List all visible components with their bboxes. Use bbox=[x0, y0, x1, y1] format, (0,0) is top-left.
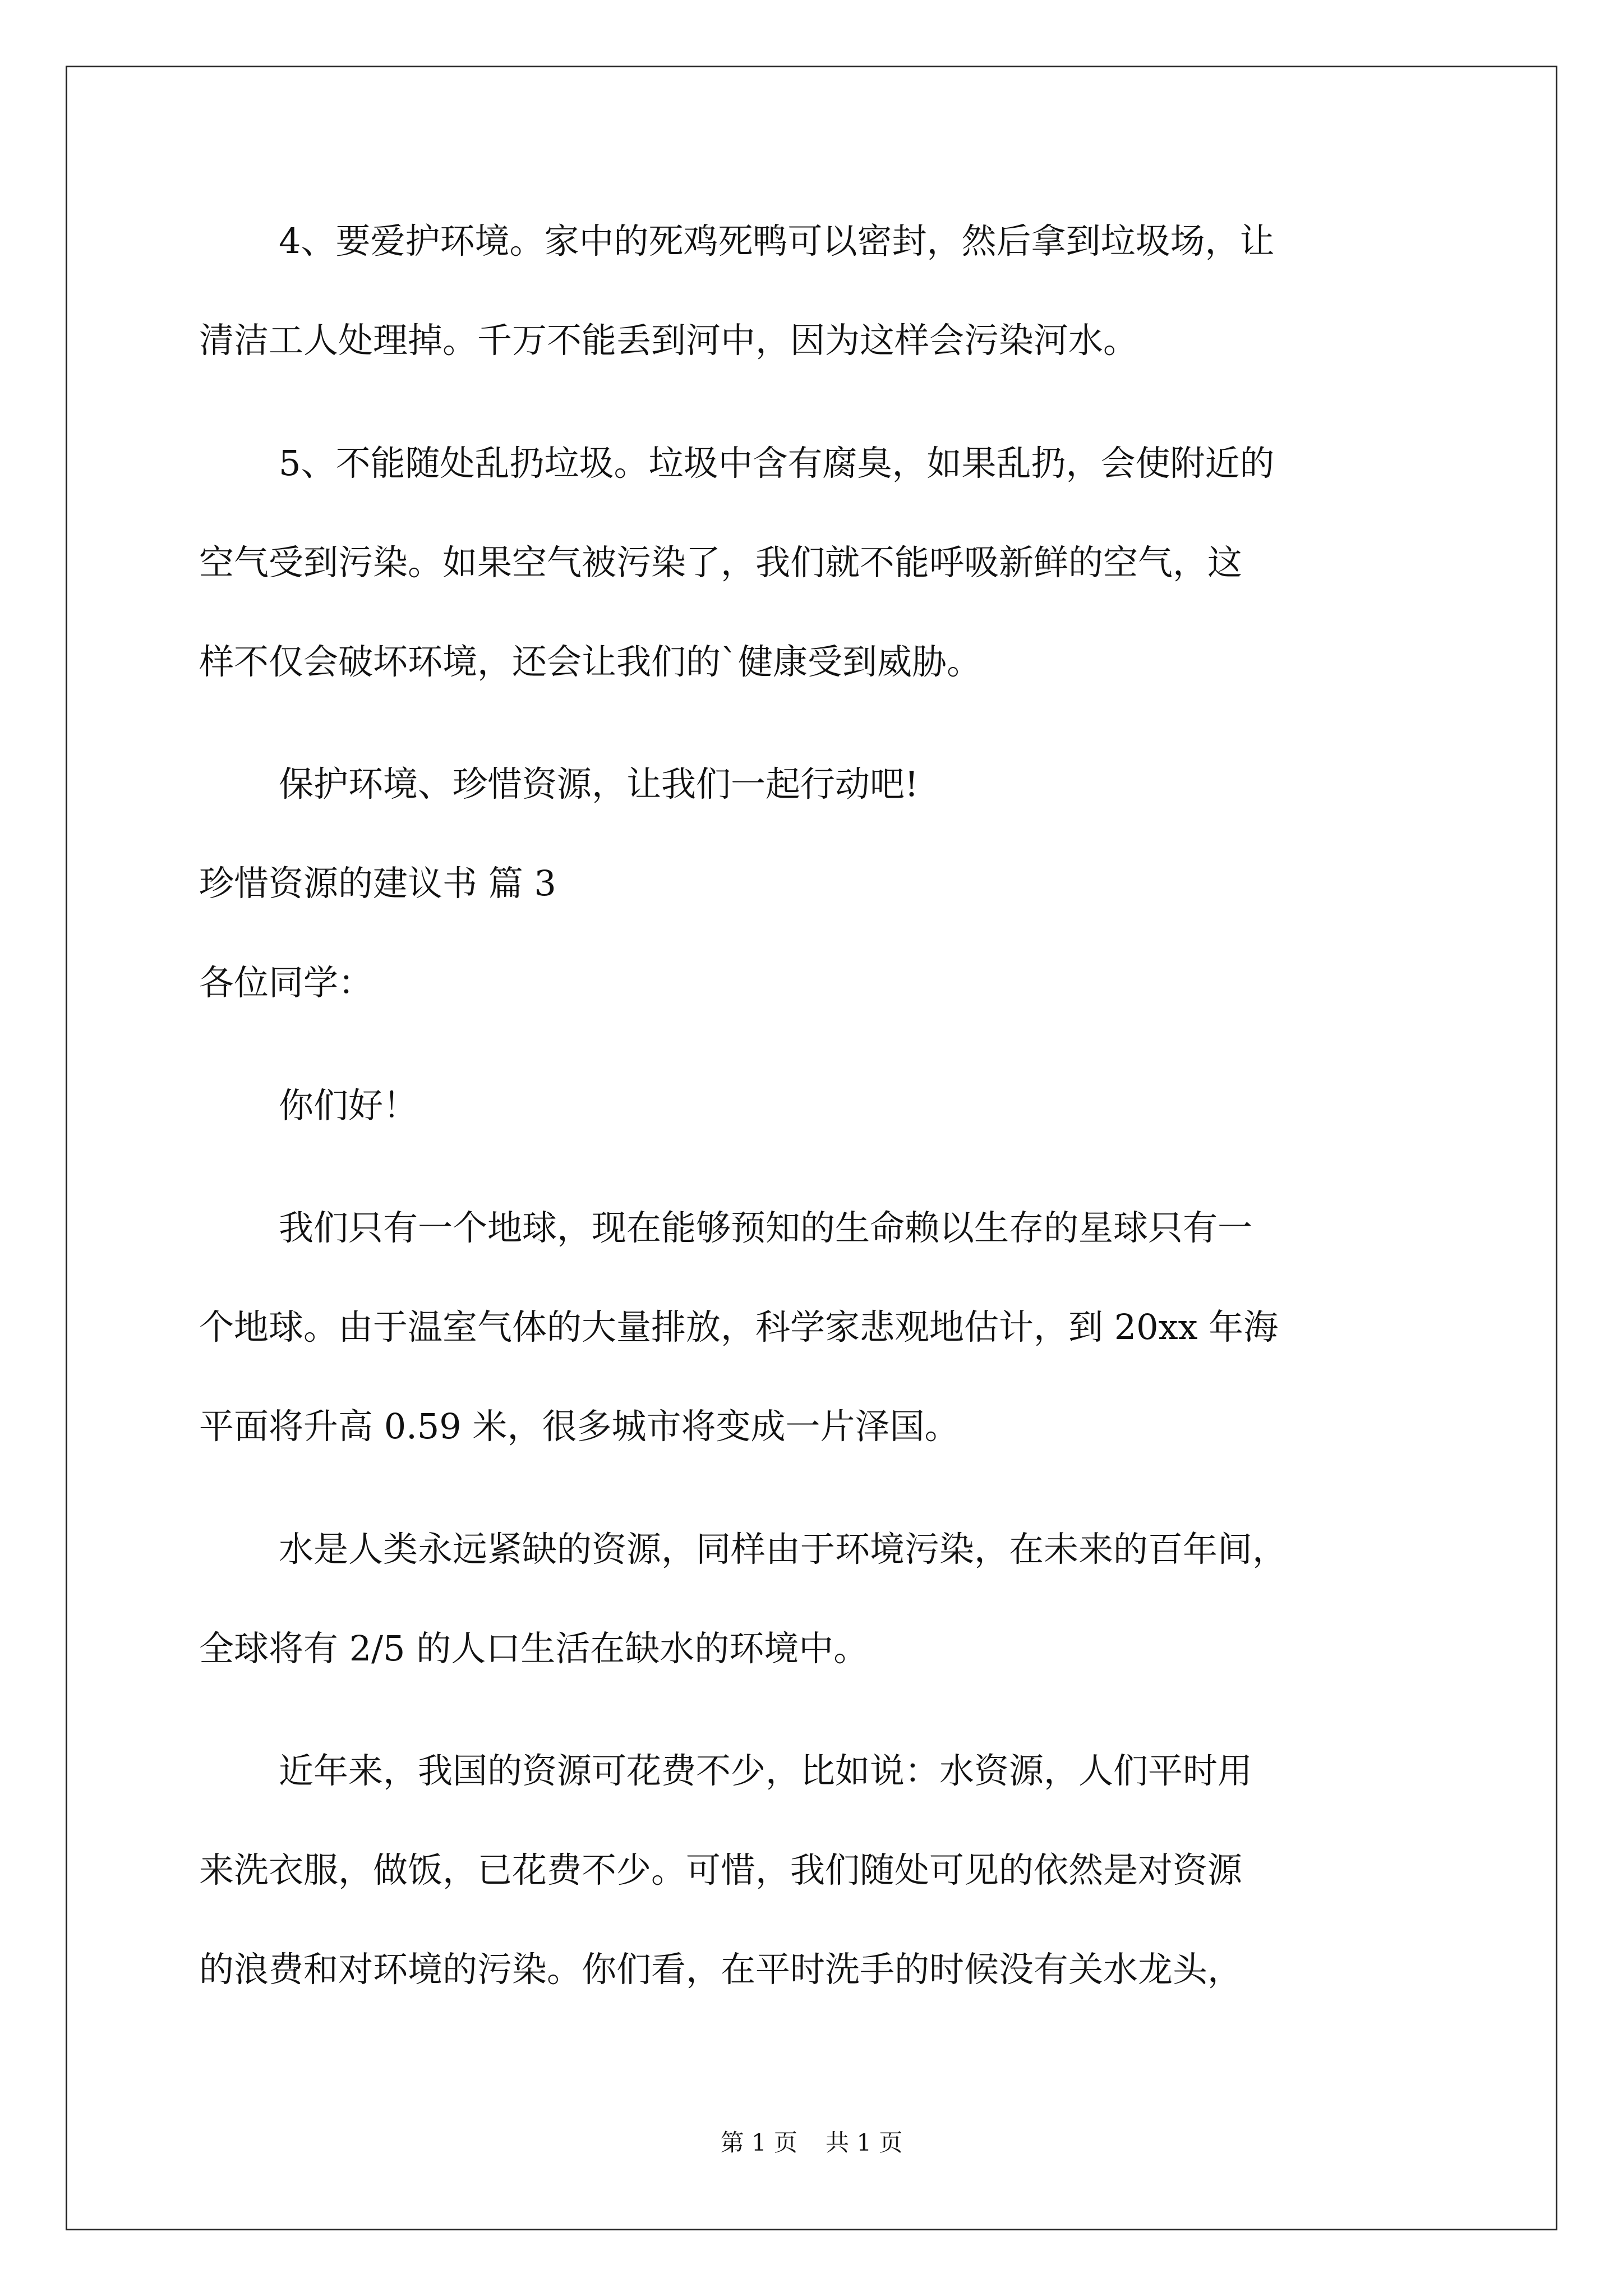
salutation: 各位同学： bbox=[199, 962, 374, 1003]
paragraph-line: 平面将升高 0.59 米，很多城市将变成一片泽国。 bbox=[199, 1406, 960, 1447]
paragraph-line: 4、要爱护环境。家中的死鸡死鸭可以密封，然后拿到垃圾场，让 bbox=[279, 220, 1275, 261]
paragraph-line: 我们只有一个地球，现在能够预知的生命赖以生存的星球只有一 bbox=[279, 1207, 1253, 1248]
page-border bbox=[66, 66, 1557, 2230]
page-number: 第 1 页 bbox=[720, 2129, 797, 2156]
page-total: 共 1 页 bbox=[826, 2129, 903, 2156]
page-footer bbox=[0, 2129, 1623, 2157]
paragraph-line: 近年来，我国的资源可花费不少，比如说：水资源，人们平时用 bbox=[279, 1750, 1253, 1791]
paragraph-line: 个地球。由于温室气体的大量排放，科学家悲观地估计，到 20xx 年海 bbox=[199, 1306, 1279, 1347]
paragraph-line: 的浪费和对环境的污染。你们看，在平时洗手的时候没有关水龙头， bbox=[199, 1949, 1243, 1990]
paragraph-line: 清洁工人处理掉。千万不能丢到河中，因为这样会污染河水。 bbox=[199, 320, 1138, 361]
paragraph-line: 全球将有 2/5 的人口生活在缺水的环境中。 bbox=[199, 1628, 869, 1669]
greeting: 你们好！ bbox=[279, 1085, 418, 1126]
paragraph-line: 来洗衣服，做饭，已花费不少。可惜，我们随处可见的依然是对资源 bbox=[199, 1849, 1243, 1890]
paragraph-line: 水是人类永远紧缺的资源，同样由于环境污染，在未来的百年间， bbox=[279, 1529, 1288, 1570]
paragraph-line: 样不仅会破坏环境，还会让我们的`健康受到威胁。 bbox=[199, 641, 982, 682]
paragraph-line: 空气受到污染。如果空气被污染了，我们就不能呼吸新鲜的空气，这 bbox=[199, 542, 1243, 583]
section-heading: 珍惜资源的建议书 篇 3 bbox=[199, 863, 556, 904]
paragraph-line: 保护环境、珍惜资源，让我们一起行动吧! bbox=[279, 763, 919, 804]
paragraph-line: 5、不能随处乱扔垃圾。垃圾中含有腐臭，如果乱扔，会使附近的 bbox=[279, 443, 1275, 484]
